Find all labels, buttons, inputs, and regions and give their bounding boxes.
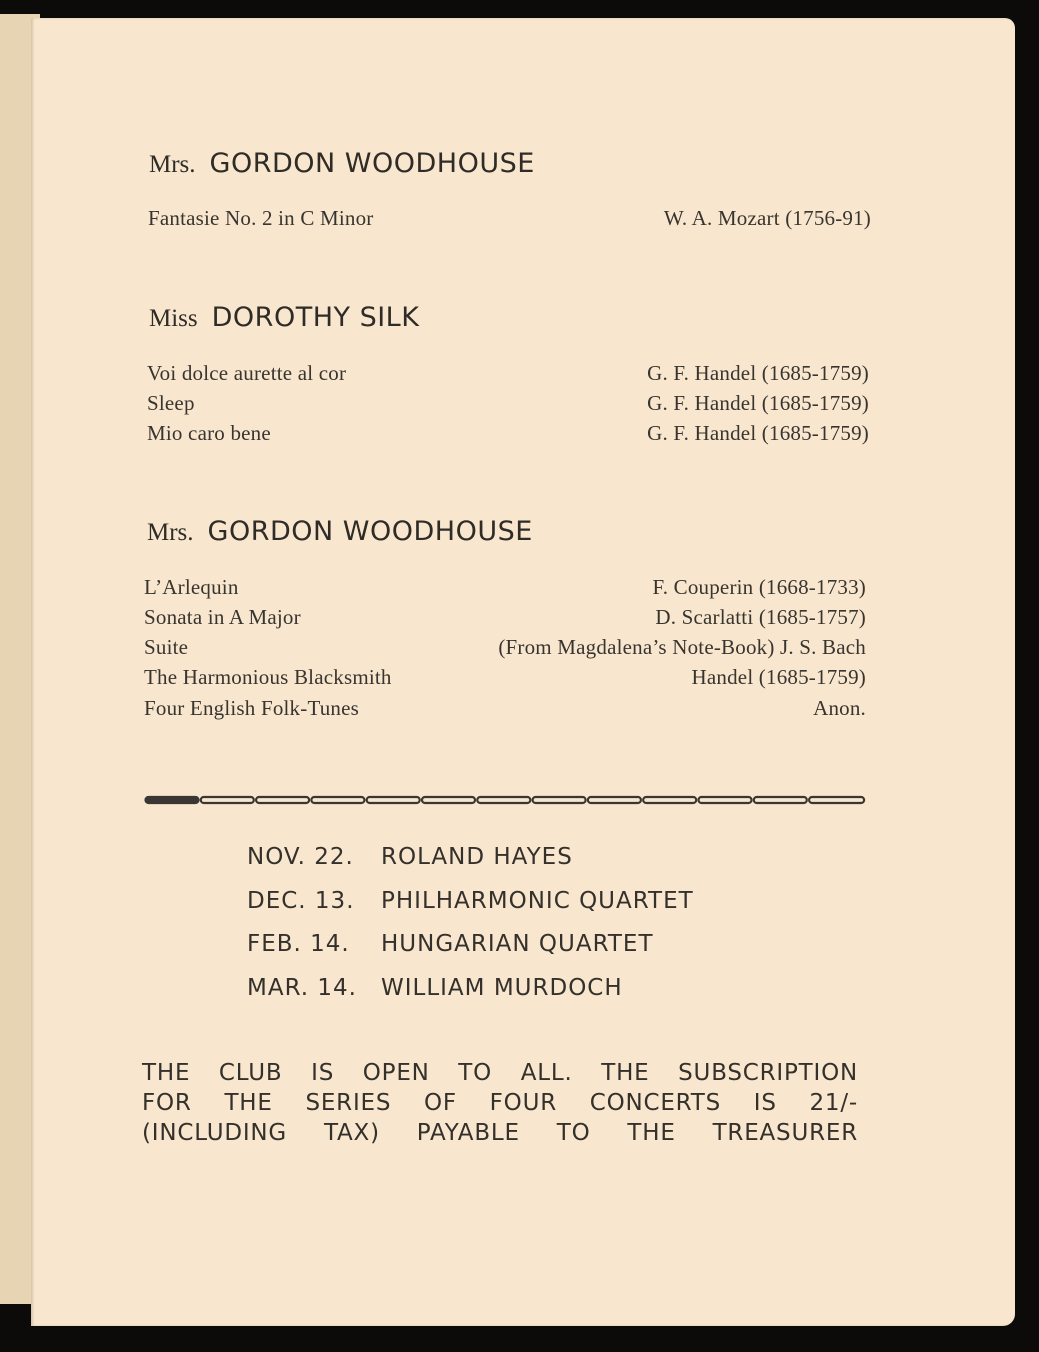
concert-date: DEC. 13. xyxy=(247,888,355,914)
chain-link xyxy=(367,797,420,803)
concert-performer: PHILHARMONIC QUARTET xyxy=(381,888,694,914)
performer-heading xyxy=(147,516,533,547)
concert-performer: WILLIAM MURDOCH xyxy=(381,975,623,1001)
composer: (From Magdalena’s Note-Book) J. S. Bach xyxy=(498,635,866,659)
concert-entry xyxy=(247,888,694,914)
chain-link xyxy=(311,797,364,803)
chain-link xyxy=(809,797,864,803)
performer-title: Mrs. xyxy=(149,151,196,178)
subscription-notice-line: FOR THE SERIES OF FOUR CONCERTS IS 21/- xyxy=(142,1090,858,1116)
performer-title: Miss xyxy=(149,305,198,332)
performer-name: DOROTHY SILK xyxy=(211,302,420,333)
chain-link xyxy=(256,797,309,803)
performer-name: GORDON WOODHOUSE xyxy=(209,148,535,179)
composer: Anon. xyxy=(813,696,866,720)
chain-link xyxy=(699,797,752,803)
piece-title: Voi dolce aurette al cor xyxy=(147,361,347,385)
chain-link xyxy=(477,797,530,803)
chain-link xyxy=(146,797,199,803)
chain-link xyxy=(754,797,807,803)
chain-links xyxy=(146,797,865,803)
performer-heading xyxy=(149,302,419,333)
piece-title: Four English Folk-Tunes xyxy=(144,696,360,720)
concert-date: FEB. 14. xyxy=(247,931,350,957)
program-item xyxy=(144,605,866,631)
subscription-notice-line: (INCLUDING TAX) PAYABLE TO THE TREASURER xyxy=(142,1120,858,1146)
chain-link xyxy=(533,797,586,803)
performer-title: Mrs. xyxy=(147,519,194,546)
composer: G. F. Handel (1685-1759) xyxy=(647,361,869,385)
composer: F. Couperin (1668-1733) xyxy=(652,575,866,599)
chain-link xyxy=(422,797,475,803)
program-item xyxy=(147,391,869,417)
composer: Handel (1685-1759) xyxy=(691,665,866,689)
program-item xyxy=(144,665,866,691)
piece-title: Fantasie No. 2 in C Minor xyxy=(148,206,374,230)
composer: D. Scarlatti (1685-1757) xyxy=(655,605,866,629)
concert-performer: HUNGARIAN QUARTET xyxy=(381,931,654,957)
program-page xyxy=(31,18,1015,1326)
chain-link xyxy=(588,797,641,803)
piece-title: The Harmonious Blacksmith xyxy=(144,665,392,689)
program-item xyxy=(147,361,869,387)
chain-link xyxy=(201,797,254,803)
concert-date: MAR. 14. xyxy=(247,975,357,1001)
composer: G. F. Handel (1685-1759) xyxy=(647,421,869,445)
program-item xyxy=(144,635,866,661)
piece-title: Mio caro bene xyxy=(147,421,271,445)
program-item xyxy=(144,575,866,601)
program-item xyxy=(147,421,869,447)
concert-entry xyxy=(247,844,573,870)
performer-name: GORDON WOODHOUSE xyxy=(207,516,533,547)
chain-divider xyxy=(144,795,866,805)
piece-title: Suite xyxy=(144,635,189,659)
composer: G. F. Handel (1685-1759) xyxy=(647,391,869,415)
program-item xyxy=(148,206,871,232)
performer-heading xyxy=(149,148,535,179)
concert-entry xyxy=(247,931,654,957)
program-item xyxy=(144,696,866,722)
subscription-notice-line: THE CLUB IS OPEN TO ALL. THE SUBSCRIPTION xyxy=(142,1060,858,1086)
concert-performer: ROLAND HAYES xyxy=(381,844,573,870)
piece-title: L’Arlequin xyxy=(144,575,239,599)
concert-entry xyxy=(247,975,623,1001)
piece-title: Sonata in A Major xyxy=(144,605,301,629)
chain-link xyxy=(643,797,696,803)
piece-title: Sleep xyxy=(147,391,195,415)
composer: W. A. Mozart (1756-91) xyxy=(663,206,871,230)
concert-date: NOV. 22. xyxy=(247,844,354,870)
